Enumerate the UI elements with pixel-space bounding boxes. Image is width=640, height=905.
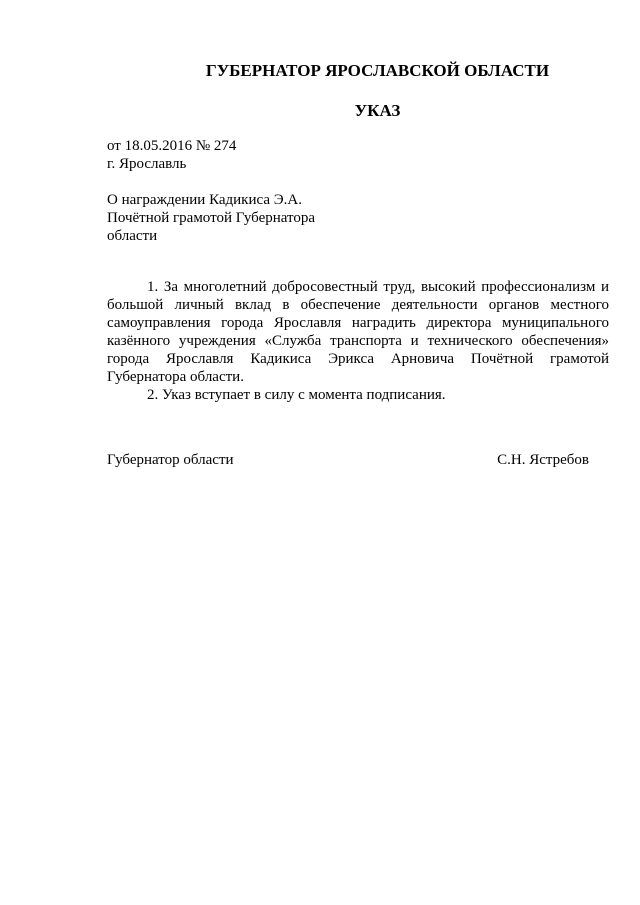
- signatory-position: Губернатор области: [107, 452, 234, 468]
- document-type: УКАЗ: [354, 101, 401, 120]
- document-meta: [107, 137, 236, 173]
- subject-line: Почётной грамотой Губернатора: [107, 210, 316, 226]
- signatory-name: С.Н. Ястребов: [497, 452, 589, 468]
- city: г. Ярославль: [107, 156, 187, 172]
- date-and-number: от 18.05.2016 № 274: [107, 138, 237, 154]
- body-paragraph-1: 1. За многолетний добросовестный труд, высокий профессионализм и большой личный вклад в обеспечение деятельности органов местного самоуправления города Ярославля наградить директора муниципального казённого учреждения «Служба транспорта и технического обеспечения» города Ярославля Кадикиса Эрикса Арновича Почётной грамотой Губернатора области.: [107, 279, 609, 385]
- subject-line: области: [107, 228, 158, 244]
- subject-line: О награждении Кадикиса Э.А.: [107, 192, 302, 208]
- body-paragraph-2: 2. Указ вступает в силу с момента подписания.: [147, 387, 446, 403]
- document-subject: [107, 191, 315, 245]
- document-body: [107, 278, 609, 404]
- signature-block: [107, 451, 589, 469]
- issuer-title: ГУБЕРНАТОР ЯРОСЛАВСКОЙ ОБЛАСТИ: [205, 61, 550, 80]
